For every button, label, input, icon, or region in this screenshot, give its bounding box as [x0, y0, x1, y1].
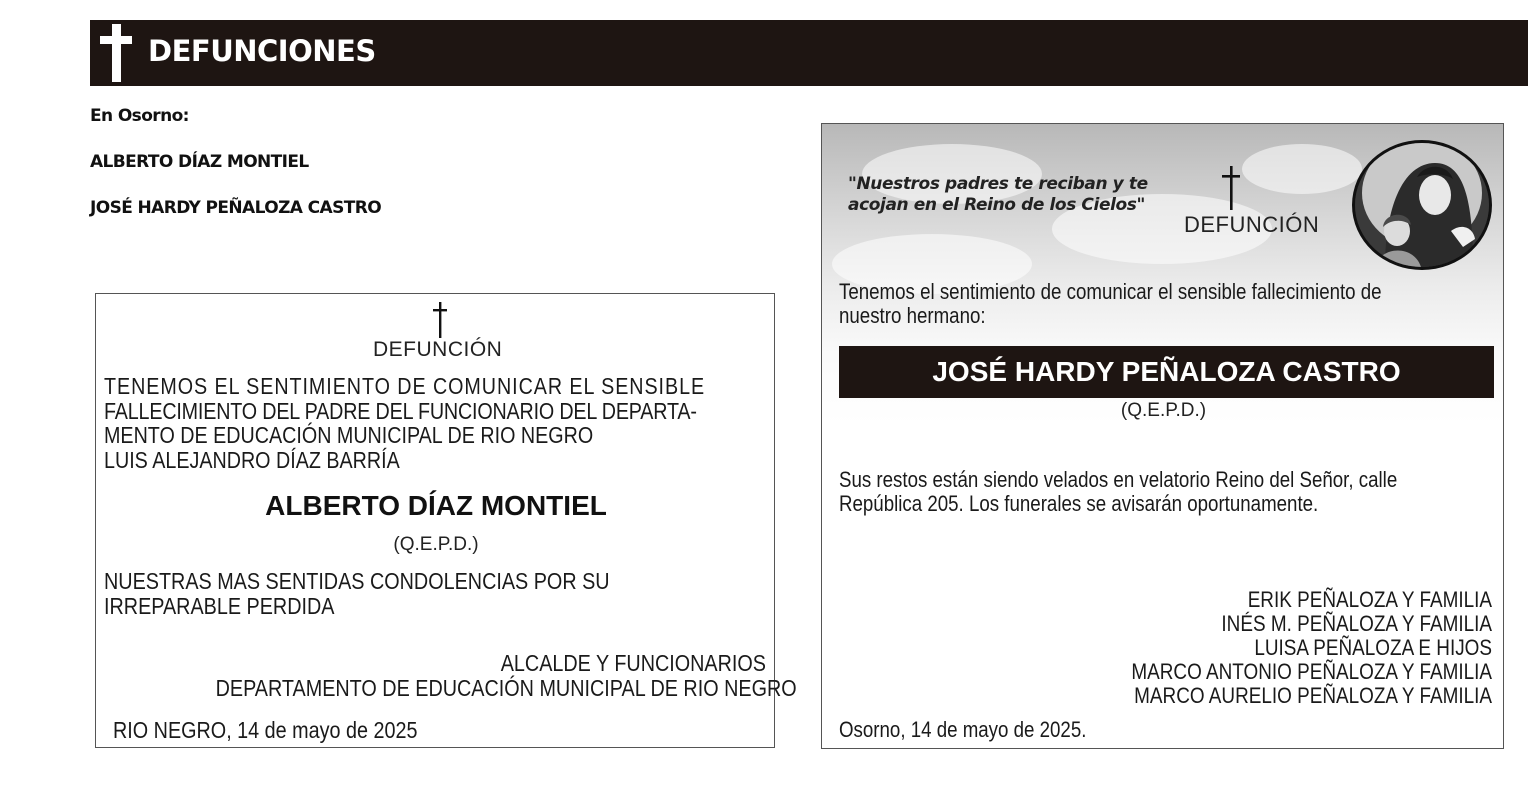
latin-cross-icon: [98, 24, 134, 82]
obituary-notice-left: [95, 293, 797, 748]
notice-label: DEFUNCIÓN: [373, 338, 503, 361]
deceased-name-bar: [839, 346, 1494, 398]
latin-cross-icon: [1220, 166, 1242, 210]
place-date: [839, 718, 1130, 743]
signature-line: DEPARTAMENTO DE EDUCACIÓN MUNICIPAL DE RIO NEGRO: [215, 674, 797, 701]
virgin-mary-illustration: [1355, 143, 1489, 267]
family-signatures: [892, 588, 1492, 708]
wake-line: República 205. Los funerales se avisarán oportunamente.: [839, 491, 1319, 516]
notice-label: DEFUNCIÓN: [1184, 212, 1320, 237]
quote-text: [848, 174, 1148, 216]
deceased-name: JOSÉ HARDY PEÑALOZA CASTRO: [932, 356, 1401, 387]
intro-line: nuestro hermano:: [839, 303, 986, 328]
intro-line: Tenemos el sentimiento de comunicar el sensible fallecimiento de: [839, 279, 1382, 304]
intro-line: TENEMOS EL SENTIMIENTO DE COMUNICAR EL SENSIBLE: [104, 373, 706, 399]
condolence-line: IRREPARABLE PERDIDA: [104, 592, 335, 619]
family-line: INÉS M. PEÑALOZA Y FAMILIA: [1221, 611, 1492, 636]
family-line: MARCO ANTONIO PEÑALOZA Y FAMILIA: [1131, 659, 1492, 684]
virgin-mary-medallion-image: [1352, 140, 1492, 270]
family-line: MARCO AURELIO PEÑALOZA Y FAMILIA: [1134, 683, 1492, 708]
obituary-notice-right: [821, 123, 1504, 749]
place-date: [113, 718, 467, 743]
notice-intro: [104, 374, 805, 472]
qepd-label: (Q.E.P.D.): [393, 534, 479, 555]
signature-line: ALCALDE Y FUNCIONARIOS: [500, 650, 766, 676]
wake-details: [839, 468, 1496, 516]
intro-line: MENTO DE EDUCACIÓN MUNICIPAL DE RIO NEGRO: [104, 422, 594, 448]
condolence-text: [104, 569, 692, 618]
intro-line: FALLECIMIENTO DEL PADRE DEL FUNCIONARIO DEL DEPARTA-: [104, 397, 697, 424]
signature-block: [126, 650, 797, 701]
intro-line: LUIS ALEJANDRO DÍAZ BARRÍA: [104, 446, 400, 473]
notice-intro: [839, 280, 1477, 328]
cloud-decoration: [1242, 144, 1362, 194]
quote-line: acojan en el Reino de los Cielos": [848, 195, 1145, 215]
wake-line: Sus restos están siendo velados en velatorio Reino del Señor, calle: [839, 467, 1398, 492]
deceased-list-item: JOSÉ HARDY PEÑALOZA CASTRO: [90, 198, 382, 218]
place-date-text: Osorno, 14 de mayo de 2025.: [839, 717, 1087, 742]
condolence-line: NUESTRAS MAS SENTIDAS CONDOLENCIAS POR SU: [104, 568, 610, 594]
qepd-label: (Q.E.P.D.): [1120, 400, 1207, 421]
family-line: ERIK PEÑALOZA Y FAMILIA: [1247, 587, 1492, 612]
deceased-list-item: ALBERTO DÍAZ MONTIEL: [90, 152, 309, 172]
latin-cross-icon: [431, 302, 449, 338]
place-date-text: RIO NEGRO, 14 de mayo de 2025: [113, 717, 418, 743]
quote-line: "Nuestros padres te reciban y te: [848, 174, 1148, 194]
section-header: [90, 20, 1528, 86]
section-title: DEFUNCIONES: [148, 34, 376, 68]
deceased-name: ALBERTO DÍAZ MONTIEL: [265, 490, 607, 521]
location-heading: En Osorno:: [90, 106, 189, 126]
family-line: LUISA PEÑALOZA E HIJOS: [1254, 635, 1492, 660]
